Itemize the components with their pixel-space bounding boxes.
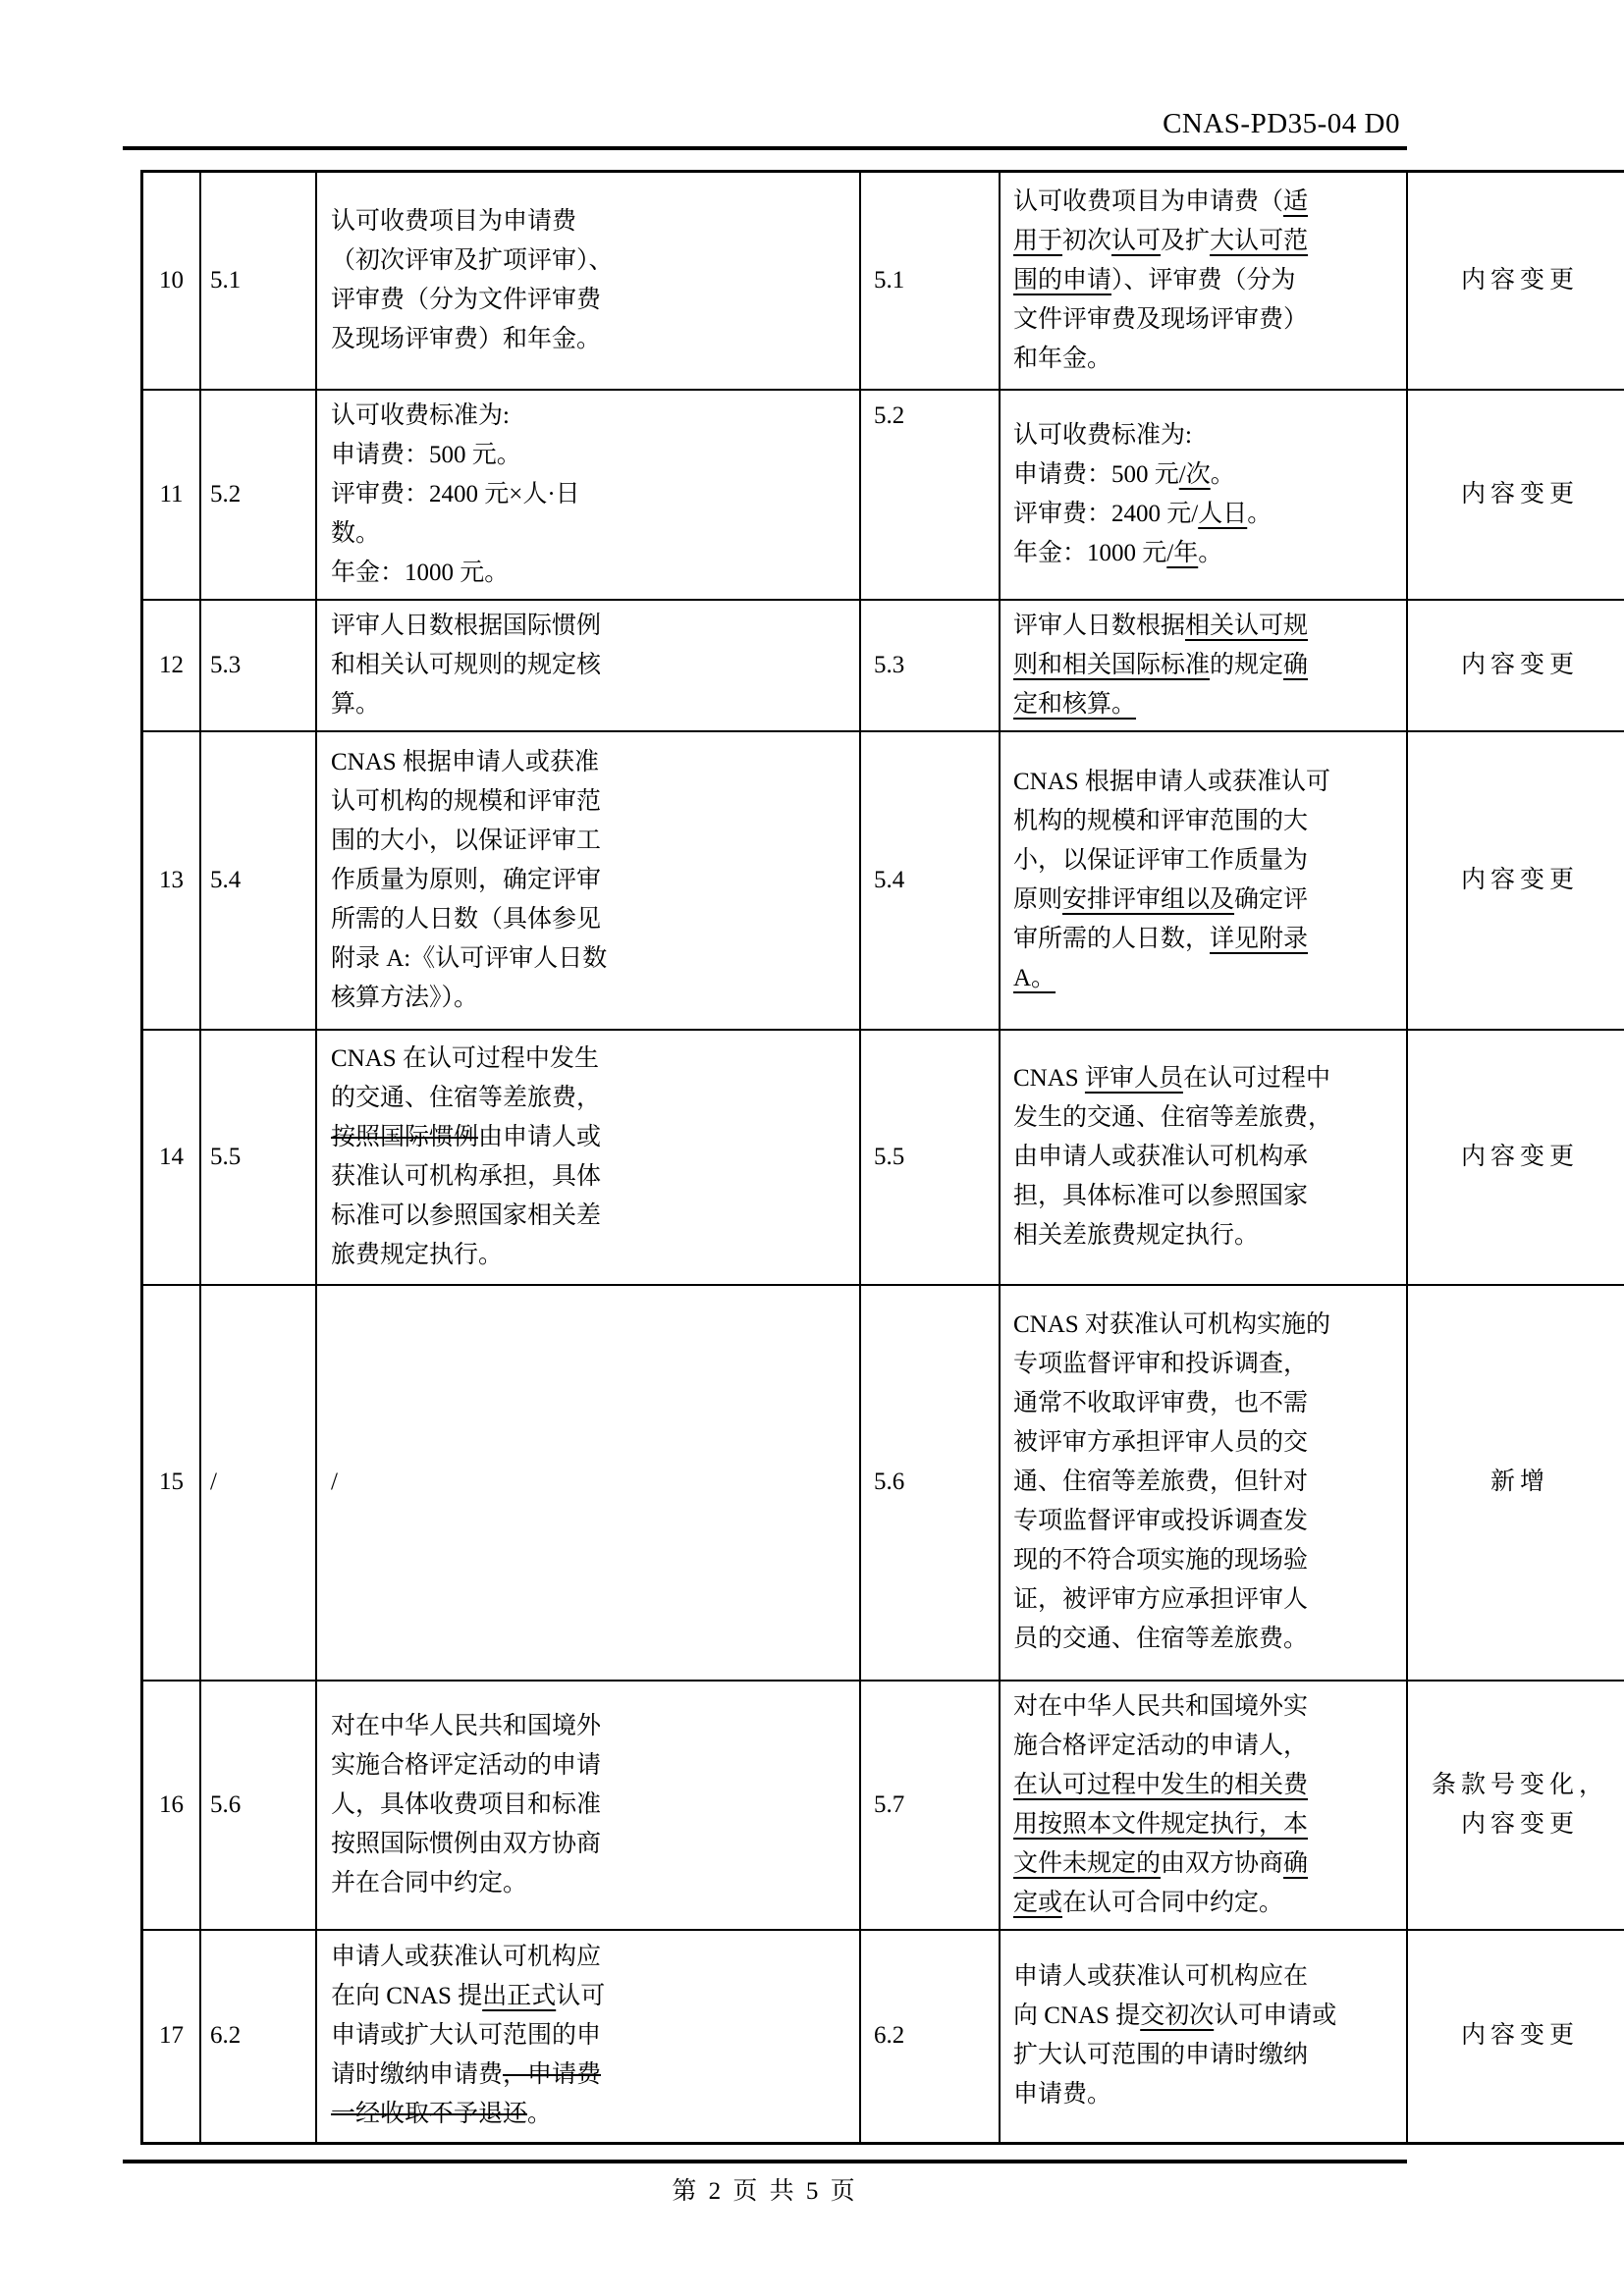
new-clause-cell: 5.4 (860, 731, 1000, 1030)
text-run: 现的不符合项实施的现场验 (1013, 1547, 1309, 1574)
text-run: 认可收费标准为: (331, 401, 510, 429)
text-run: 证，被评审方应承担评审人 (1013, 1586, 1309, 1613)
text-run: 申请费。 (1013, 2081, 1112, 2109)
text-run: 作质量为原则，确定评审 (331, 866, 602, 893)
old-clause-cell: / (200, 1285, 316, 1681)
inserted-text: 围的申请 (1013, 266, 1112, 294)
row-number-cell: 16 (142, 1681, 201, 1930)
old-clause-cell: 5.2 (200, 390, 316, 600)
text-run: 和年金。 (1013, 345, 1112, 372)
text-run: 文件评审费及现场评审费） (1013, 305, 1309, 333)
inserted-text: 评审人员 (1084, 1064, 1183, 1092)
text-run: 申请或扩大认可范围的申 (331, 2022, 602, 2050)
text-run: 的交通、住宿等差旅费， (331, 1084, 602, 1111)
inserted-text: 交初次 (1140, 2002, 1215, 2030)
text-run: 评审费：2400 元/ (1013, 500, 1199, 527)
text-run: 施合格评定活动的申请人， (1013, 1732, 1309, 1759)
new-clause-cell: 5.3 (860, 600, 1000, 731)
text-run: 审所需的人日数， (1013, 925, 1211, 952)
deleted-text: 按照国际惯例 (331, 1123, 479, 1150)
text-run: 及扩 (1161, 227, 1211, 254)
new-text-cell (1000, 1285, 1407, 1681)
text-run: CNAS 对获准认可机构实施的 (1013, 1311, 1330, 1338)
text-run: 申请人或获准认可机构应 (331, 1944, 602, 1971)
inserted-text: 详见附录 (1210, 925, 1309, 952)
text-run: 小，以保证评审工作质量为 (1013, 846, 1309, 874)
document-code: CNAS-PD35-04 D0 (1163, 108, 1400, 139)
text-run: 申请费：500 元。 (331, 441, 521, 468)
old-clause-cell: 6.2 (200, 1930, 316, 2144)
text-run: 对在中华人民共和国境外 (331, 1712, 602, 1739)
text-run: 。 (1198, 539, 1223, 566)
inserted-text: /次 (1178, 460, 1211, 488)
text-run: 评审费：2400 元×人·日 (331, 480, 580, 507)
row-number-cell: 14 (142, 1030, 201, 1285)
text-run: 员的交通、住宿等差旅费。 (1013, 1626, 1309, 1652)
text-run: 在向 CNAS 提 (331, 1983, 483, 2010)
change-type-cell: 内容变更 (1407, 1030, 1624, 1285)
new-text-cell (1000, 731, 1407, 1030)
row-number-cell: 10 (142, 172, 201, 390)
inserted-text: 认可 (1111, 227, 1162, 254)
text-run: 对在中华人民共和国境外实 (1013, 1692, 1309, 1720)
text-run: CNAS (1013, 1064, 1085, 1092)
text-run: 认可收费项目为申请费 (331, 207, 577, 235)
row-number-cell: 15 (142, 1285, 201, 1681)
inserted-text: 安排评审组以及 (1062, 885, 1235, 913)
table-row (142, 600, 1624, 731)
inserted-text: 人日 (1198, 500, 1248, 527)
table-row (142, 390, 1624, 600)
new-text-cell (1000, 600, 1407, 731)
text-run: 附录 A:《认可评审人日数 (331, 944, 608, 972)
text-run: 相关差旅费规定执行。 (1013, 1221, 1260, 1249)
text-run: 和相关认可规则的规定核 (331, 651, 602, 678)
new-clause-cell: 5.7 (860, 1681, 1000, 1930)
text-run: 及现场评审费）和年金。 (331, 325, 602, 352)
deleted-text: 一经收取不予退还 (331, 2101, 528, 2128)
row-number-cell: 11 (142, 390, 201, 600)
text-run: 原则 (1013, 885, 1063, 913)
text-run: 认可 (556, 1983, 606, 2010)
new-clause-cell: 5.6 (860, 1285, 1000, 1681)
new-text-cell (1000, 1930, 1407, 2144)
table-row (142, 1030, 1624, 1285)
row-number-cell: 12 (142, 600, 201, 731)
text-run: 标准可以参照国家相关差 (331, 1201, 602, 1229)
text-run: 申请费：500 元 (1013, 460, 1179, 488)
change-type-cell: 内容变更 (1407, 172, 1624, 390)
text-run: CNAS 在认可过程中发生 (331, 1044, 599, 1072)
text-run: 被评审方承担评审人员的交 (1013, 1429, 1309, 1456)
table-row (142, 1930, 1624, 2144)
text-run: 在认可合同中约定。 (1062, 1889, 1284, 1916)
change-type-cell: 内容变更 (1407, 600, 1624, 731)
text-run: 获准认可机构承担，具体 (331, 1162, 602, 1190)
text-run: 由双方协商 (1161, 1849, 1284, 1877)
change-type-cell: 内容变更 (1407, 390, 1624, 600)
text-run: 通、住宿等差旅费，但针对 (1013, 1468, 1309, 1495)
old-clause-cell: 5.5 (200, 1030, 316, 1285)
inserted-text: 用按照本文件规定执行，本 (1013, 1810, 1309, 1838)
text-run: 人，具体收费项目和标准 (331, 1790, 602, 1818)
header-rule (123, 146, 1407, 150)
text-run: 年金：1000 元 (1013, 539, 1167, 566)
revision-comparison-table (140, 170, 1624, 2145)
old-clause-cell: 5.1 (200, 172, 316, 390)
new-clause-cell: 5.1 (860, 172, 1000, 390)
text-run: 请时缴纳申请费 (331, 2061, 504, 2089)
text-run: 数。 (331, 519, 381, 547)
text-run: 。 (527, 2101, 553, 2128)
table-row (142, 1681, 1624, 1930)
row-number-cell: 13 (142, 731, 201, 1030)
old-text-cell (316, 1285, 860, 1681)
text-run: 并在合同中约定。 (331, 1869, 528, 1896)
new-text-cell (1000, 1030, 1407, 1285)
text-run: 认可收费项目为申请费（ (1013, 187, 1284, 215)
text-run: （初次评审及扩项评审）、 (331, 246, 614, 274)
inserted-text: 定和核算。 (1013, 690, 1137, 718)
text-run: 发生的交通、住宿等差旅费， (1013, 1103, 1333, 1131)
text-run: 算。 (331, 690, 381, 718)
inserted-text: 确 (1283, 651, 1309, 678)
change-type-cell: 内容变更 (1407, 731, 1624, 1030)
text-run: CNAS 根据申请人或获准认可 (1013, 768, 1330, 795)
text-run: 担，具体标准可以参照国家 (1013, 1182, 1309, 1209)
old-text-cell (316, 731, 860, 1030)
old-text-cell (316, 172, 860, 390)
text-run: 的规定 (1210, 651, 1284, 678)
text-run: 认可申请或 (1214, 2002, 1337, 2030)
text-run: 机构的规模和评审范围的大 (1013, 807, 1309, 834)
new-text-cell (1000, 1681, 1407, 1930)
new-text-cell (1000, 390, 1407, 600)
text-run: 由申请人或获准认可机构承 (1013, 1143, 1309, 1170)
text-run: 确定评 (1234, 885, 1309, 913)
change-type-cell: 条款号变化， 内容变更 (1407, 1681, 1624, 1930)
new-text-cell (1000, 172, 1407, 390)
table-row (142, 172, 1624, 390)
text-run: 在认可过程中 (1182, 1064, 1330, 1092)
inserted-text: 用于 (1013, 227, 1063, 254)
inserted-text: 文件未规定的 (1013, 1849, 1162, 1877)
inserted-text: 则和相关国际标准 (1013, 651, 1211, 678)
text-run: 核算方法》）。 (331, 984, 479, 1011)
new-clause-cell: 5.5 (860, 1030, 1000, 1285)
text-run: 围的大小，以保证评审工 (331, 827, 602, 854)
text-run: 认可机构的规模和评审范 (331, 787, 602, 815)
old-text-cell (316, 1930, 860, 2144)
text-run: 向 CNAS 提 (1013, 2002, 1141, 2030)
inserted-text: 确 (1283, 1849, 1309, 1877)
text-run: 。 (1210, 460, 1235, 488)
inserted-text: A。 (1013, 964, 1056, 991)
inserted-text: 在认可过程中发生的相关费 (1013, 1771, 1309, 1798)
page-footer: 第 2 页 共 5 页 (672, 2178, 858, 2205)
inserted-text: 出正式 (482, 1983, 557, 2010)
text-run: CNAS 根据申请人或获准 (331, 748, 599, 775)
old-text-cell (316, 390, 860, 600)
new-clause-cell: 5.2 (860, 390, 1000, 600)
text-run: 专项监督评审和投诉调查， (1013, 1351, 1309, 1377)
inserted-text: 适 (1283, 187, 1309, 215)
text-run: ）、评审费（分为 (1111, 266, 1296, 294)
text-run: / (331, 1468, 338, 1495)
text-run: 专项监督评审或投诉调查发 (1013, 1508, 1309, 1534)
inserted-text: /年 (1166, 539, 1199, 566)
old-text-cell (316, 1030, 860, 1285)
text-run: 评审费（分为文件评审费 (331, 286, 602, 313)
text-run: 旅费规定执行。 (331, 1241, 504, 1268)
text-run: 初次 (1062, 227, 1112, 254)
text-run: 评审人日数根据国际惯例 (331, 612, 602, 639)
old-clause-cell: 5.4 (200, 731, 316, 1030)
old-text-cell (316, 1681, 860, 1930)
text-run: 所需的人日数（具体参见 (331, 905, 602, 933)
text-run: 认可收费标准为: (1013, 421, 1192, 449)
table-row (142, 731, 1624, 1030)
old-clause-cell: 5.3 (200, 600, 316, 731)
new-clause-cell: 6.2 (860, 1930, 1000, 2144)
old-text-cell (316, 600, 860, 731)
text-run: 按照国际惯例由双方协商 (331, 1830, 602, 1857)
old-clause-cell: 5.6 (200, 1681, 316, 1930)
deleted-text: ，申请费 (503, 2061, 602, 2089)
inserted-text: 相关认可规 (1185, 612, 1309, 639)
text-run: 扩大认可范围的申请时缴纳 (1013, 2042, 1309, 2069)
change-type-cell: 新增 (1407, 1285, 1624, 1681)
text-run: 通常不收取评审费，也不需 (1013, 1390, 1309, 1416)
text-run: 申请人或获准认可机构应在 (1013, 1963, 1309, 1991)
inserted-text: 大认可范 (1210, 227, 1309, 254)
footer-rule (123, 2160, 1407, 2163)
table-body (142, 172, 1624, 2144)
text-run: 实施合格评定活动的申请 (331, 1751, 602, 1779)
row-number-cell: 17 (142, 1930, 201, 2144)
text-run: 。 (1247, 500, 1272, 527)
table-row (142, 1285, 1624, 1681)
text-run: 年金：1000 元。 (331, 559, 510, 586)
change-type-cell: 内容变更 (1407, 1930, 1624, 2144)
text-run: 评审人日数根据 (1013, 612, 1186, 639)
inserted-text: 定或 (1013, 1889, 1063, 1916)
text-run: 由申请人或 (478, 1123, 602, 1150)
